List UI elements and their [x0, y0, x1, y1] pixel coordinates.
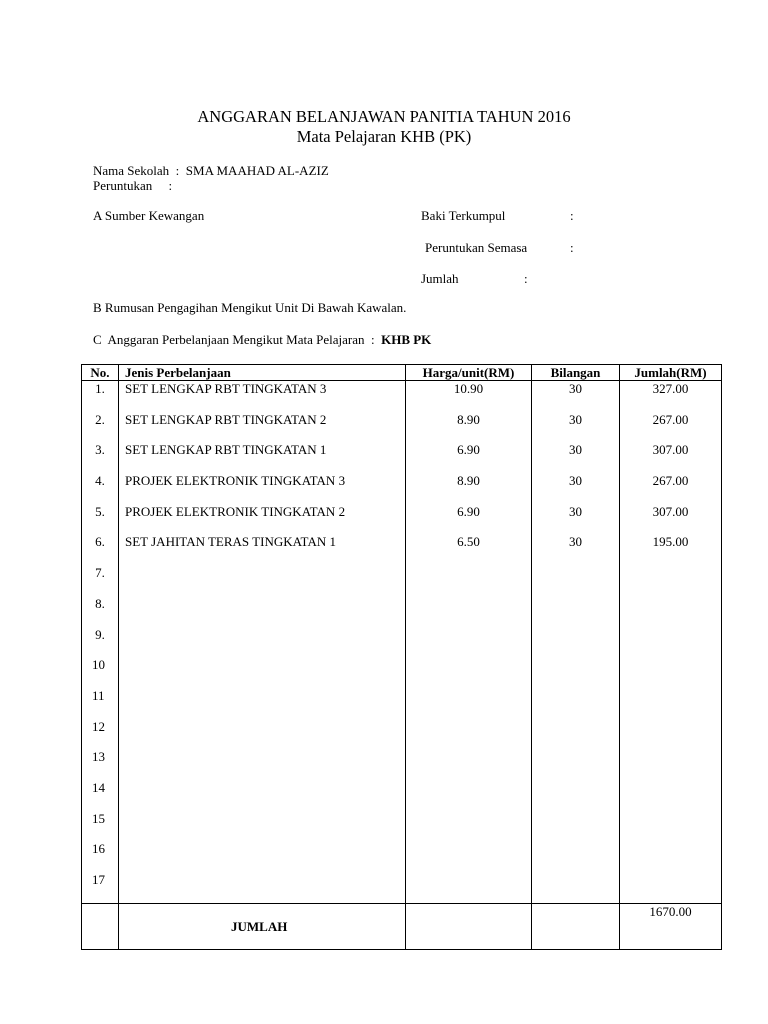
peruntukan-semasa-label: Peruntukan Semasa: [425, 240, 528, 255]
row-item-description: PROJEK ELEKTRONIK TINGKATAN 3: [119, 473, 406, 504]
row-amount: 327.00: [620, 381, 722, 412]
row-quantity: 30: [532, 473, 620, 504]
table-row: [82, 657, 722, 688]
row-amount: [620, 565, 722, 596]
row-number: 14: [82, 780, 119, 811]
row-number: 17: [82, 872, 119, 903]
row-unit-price: [406, 657, 532, 688]
row-quantity: 30: [532, 412, 620, 443]
row-unit-price: 6.50: [406, 534, 532, 565]
row-item-description: [119, 780, 406, 811]
row-unit-price: [406, 627, 532, 658]
table-row: [82, 627, 722, 658]
school-name: Nama Sekolah : SMA MAAHAD AL-AZIZ: [93, 163, 329, 178]
row-item-description: SET LENGKAP RBT TINGKATAN 2: [119, 412, 406, 443]
table-row: [82, 473, 722, 504]
row-number: 11: [82, 688, 119, 719]
row-number: 7.: [82, 565, 119, 596]
row-item-description: [119, 749, 406, 780]
row-amount: [620, 749, 722, 780]
row-unit-price: [406, 719, 532, 750]
section-b-heading: B Rumusan Pengagihan Mengikut Unit Di Bawah Kawalan.: [93, 300, 407, 315]
row-item-description: [119, 872, 406, 903]
row-amount: [620, 841, 722, 872]
row-number: 16: [82, 841, 119, 872]
row-number: 1.: [82, 381, 119, 412]
baki-terkumpul-label: Baki Terkumpul: [421, 208, 506, 223]
row-number: 2.: [82, 412, 119, 443]
semasa-colon: :: [570, 240, 574, 255]
row-amount: [620, 627, 722, 658]
row-amount: [620, 596, 722, 627]
row-amount: [620, 811, 722, 842]
table-row: [82, 841, 722, 872]
row-unit-price: [406, 841, 532, 872]
header-harga: Harga/unit(RM): [406, 365, 532, 381]
row-amount: [620, 688, 722, 719]
row-quantity: [532, 749, 620, 780]
row-unit-price: 6.90: [406, 504, 532, 535]
table-row: [82, 442, 722, 473]
table-row: [82, 749, 722, 780]
section-a-heading: A Sumber Kewangan: [93, 208, 205, 223]
row-unit-price: [406, 780, 532, 811]
jumlah-colon: :: [524, 271, 528, 286]
row-quantity: [532, 657, 620, 688]
total-harga-cell: [406, 903, 532, 949]
row-unit-price: 8.90: [406, 473, 532, 504]
row-quantity: 30: [532, 534, 620, 565]
row-item-description: SET LENGKAP RBT TINGKATAN 3: [119, 381, 406, 412]
row-unit-price: [406, 688, 532, 719]
row-item-description: [119, 627, 406, 658]
row-item-description: PROJEK ELEKTRONIK TINGKATAN 2: [119, 504, 406, 535]
table-row: [82, 381, 722, 412]
row-item-description: [119, 596, 406, 627]
header-jumlah: Jumlah(RM): [620, 365, 722, 381]
table-row: [82, 872, 722, 903]
row-number: 15: [82, 811, 119, 842]
row-number: 10: [82, 657, 119, 688]
table-row: [82, 534, 722, 565]
baki-colon: :: [570, 208, 574, 223]
row-item-description: SET JAHITAN TERAS TINGKATAN 1: [119, 534, 406, 565]
row-item-description: SET LENGKAP RBT TINGKATAN 1: [119, 442, 406, 473]
row-quantity: [532, 688, 620, 719]
row-number: 3.: [82, 442, 119, 473]
row-number: 13: [82, 749, 119, 780]
row-quantity: [532, 841, 620, 872]
row-unit-price: 10.90: [406, 381, 532, 412]
table-row: [82, 412, 722, 443]
row-amount: 307.00: [620, 442, 722, 473]
total-row: [82, 903, 722, 949]
row-amount: 195.00: [620, 534, 722, 565]
row-unit-price: [406, 565, 532, 596]
row-number: 4.: [82, 473, 119, 504]
row-amount: [620, 780, 722, 811]
document-subtitle: Mata Pelajaran KHB (PK): [296, 127, 472, 146]
table-row: [82, 811, 722, 842]
row-amount: [620, 719, 722, 750]
total-bilangan-cell: [532, 903, 620, 949]
row-number: 6.: [82, 534, 119, 565]
row-number: 8.: [82, 596, 119, 627]
row-item-description: [119, 811, 406, 842]
row-amount: 307.00: [620, 504, 722, 535]
row-number: 9.: [82, 627, 119, 658]
table-row: [82, 565, 722, 596]
header-bilangan: Bilangan: [532, 365, 620, 381]
row-amount: 267.00: [620, 473, 722, 504]
row-item-description: [119, 841, 406, 872]
row-quantity: [532, 780, 620, 811]
total-no-cell: [82, 903, 119, 949]
row-item-description: [119, 719, 406, 750]
row-quantity: [532, 872, 620, 903]
row-unit-price: 6.90: [406, 442, 532, 473]
jumlah-label: Jumlah: [421, 271, 459, 286]
row-amount: [620, 657, 722, 688]
total-label: JUMLAH: [119, 903, 406, 949]
total-value: 1670.00: [620, 903, 722, 949]
row-item-description: [119, 688, 406, 719]
header-jenis: Jenis Perbelanjaan: [119, 365, 406, 381]
table-row: [82, 780, 722, 811]
row-unit-price: [406, 811, 532, 842]
row-quantity: [532, 811, 620, 842]
row-quantity: [532, 565, 620, 596]
section-c-heading: [93, 332, 431, 348]
table-row: [82, 504, 722, 535]
table-row: [82, 596, 722, 627]
table-row: [82, 688, 722, 719]
row-unit-price: [406, 596, 532, 627]
row-unit-price: 8.90: [406, 412, 532, 443]
budget-table: [81, 364, 722, 950]
row-quantity: 30: [532, 442, 620, 473]
row-quantity: [532, 627, 620, 658]
table-row: [82, 719, 722, 750]
row-item-description: [119, 657, 406, 688]
section-c-text: C Anggaran Perbelanjaan Mengikut Mata Pelajaran :: [93, 332, 375, 347]
row-quantity: 30: [532, 504, 620, 535]
allocation-label: Peruntukan :: [93, 178, 173, 193]
header-no: No.: [82, 365, 119, 381]
document-title: ANGGARAN BELANJAWAN PANITIA TAHUN 2016: [197, 107, 571, 126]
row-quantity: [532, 596, 620, 627]
row-quantity: 30: [532, 381, 620, 412]
row-unit-price: [406, 872, 532, 903]
row-quantity: [532, 719, 620, 750]
row-number: 12: [82, 719, 119, 750]
subject-code: KHB PK: [381, 332, 432, 347]
row-amount: 267.00: [620, 412, 722, 443]
table-header-row: [82, 365, 722, 381]
row-unit-price: [406, 749, 532, 780]
row-amount: [620, 872, 722, 903]
row-number: 5.: [82, 504, 119, 535]
row-item-description: [119, 565, 406, 596]
